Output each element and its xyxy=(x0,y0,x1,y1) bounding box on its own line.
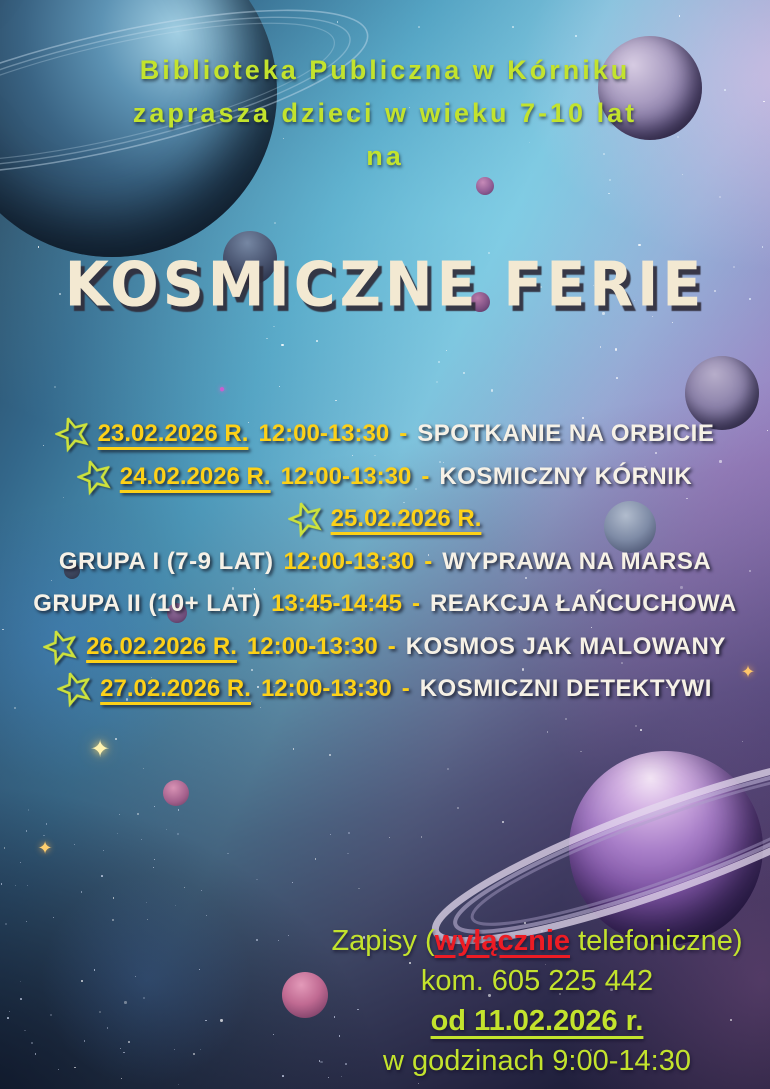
star-dot xyxy=(50,1014,52,1016)
star-dot xyxy=(175,905,176,906)
schedule-item xyxy=(0,456,770,499)
star-dot xyxy=(184,887,185,888)
star-dot xyxy=(9,1011,10,1012)
star-dot xyxy=(46,823,48,825)
star-dot xyxy=(20,998,22,1000)
star-dot xyxy=(273,1034,274,1035)
page-title: KOSMICZNE FERIE xyxy=(64,249,706,321)
star-dot xyxy=(288,935,289,936)
star-dot xyxy=(315,858,316,859)
star-dot xyxy=(389,837,390,838)
schedule-item xyxy=(0,583,770,626)
star-dot xyxy=(26,921,27,922)
event-title: REAKCJA ŁAŃCUCHOWA xyxy=(429,590,737,618)
star-dot xyxy=(316,340,318,342)
star-dot xyxy=(103,850,104,851)
star-dot xyxy=(121,1078,122,1079)
star-dot xyxy=(81,891,83,893)
star-dot xyxy=(279,386,280,387)
star-dot xyxy=(141,839,142,840)
star-dot xyxy=(147,919,148,920)
moon-small-purple xyxy=(476,177,494,195)
star-dot xyxy=(154,806,155,807)
star-dot xyxy=(463,372,464,373)
separator: - xyxy=(411,590,420,618)
star-dot xyxy=(143,997,145,999)
star-dot xyxy=(135,976,136,977)
separator: - xyxy=(399,420,408,448)
star-dot xyxy=(28,809,30,811)
star-dot xyxy=(5,923,7,925)
event-time: 12:00-13:30 xyxy=(260,675,392,703)
event-date: 24.02.2026 R. xyxy=(119,462,271,490)
star-dot xyxy=(278,940,280,942)
schedule-list xyxy=(0,413,770,711)
star-dot xyxy=(15,885,16,886)
star-dot xyxy=(282,1075,284,1077)
star-dot xyxy=(600,346,601,347)
star-dot xyxy=(512,26,514,28)
star-dot xyxy=(281,344,283,346)
star-dot xyxy=(31,1042,33,1044)
star-outline-icon xyxy=(284,498,327,541)
star-dot xyxy=(84,1040,85,1041)
star-dot xyxy=(53,917,54,918)
star-dot xyxy=(54,386,56,388)
star-dot xyxy=(35,1053,37,1055)
header-line-2: zaprasza dzieci w wieku 7-10 lat xyxy=(132,98,638,128)
star-dot xyxy=(58,1069,59,1070)
schedule-item xyxy=(0,668,770,711)
event-title: KOSMOS JAK MALOWANY xyxy=(405,632,726,660)
event-title: KOSMICZNY KÓRNIK xyxy=(439,462,693,490)
star-dot xyxy=(4,847,6,849)
star-dot xyxy=(74,844,75,845)
star-dot xyxy=(616,377,618,379)
event-date: 23.02.2026 R. xyxy=(97,420,249,448)
star-dot xyxy=(178,1084,179,1085)
star-dot xyxy=(719,196,721,198)
star-dot xyxy=(201,890,202,891)
signup-hours: w godzinach 9:00-14:30 xyxy=(383,1045,691,1077)
schedule-item xyxy=(0,541,770,584)
star-dot xyxy=(199,969,200,970)
separator: - xyxy=(424,547,433,575)
star-outline-icon xyxy=(73,455,116,498)
star-dot xyxy=(575,35,577,37)
star-dot xyxy=(137,813,139,815)
star-outline-icon xyxy=(54,668,97,711)
separator: - xyxy=(387,632,396,660)
star-dot xyxy=(146,902,147,903)
star-dot xyxy=(115,738,117,740)
star-dot xyxy=(43,835,44,836)
star-dot xyxy=(1,883,2,884)
star-dot xyxy=(273,326,274,327)
star-dot xyxy=(117,833,119,835)
star-dot xyxy=(227,853,229,855)
star-dot xyxy=(153,867,154,868)
moon-pink-left xyxy=(163,780,189,806)
star-dot xyxy=(101,875,103,877)
separator: - xyxy=(421,462,430,490)
star-dot xyxy=(446,350,447,351)
star-dot xyxy=(347,853,348,854)
separator: - xyxy=(401,675,410,703)
star-dot xyxy=(762,246,763,247)
event-title: KOSMICZNI DETEKTYWI xyxy=(419,675,712,703)
event-time: 12:00-13:30 xyxy=(258,420,390,448)
event-date: 26.02.2026 R. xyxy=(86,632,237,660)
star-dot xyxy=(119,814,121,816)
star-dot xyxy=(358,888,360,890)
star-dot xyxy=(20,862,21,863)
star-dot xyxy=(26,830,27,831)
star-dot xyxy=(679,15,680,16)
star-dot xyxy=(99,1011,101,1013)
group-label: GRUPA I (7-9 LAT) xyxy=(58,547,274,575)
star-dot xyxy=(123,1052,125,1054)
signup-info xyxy=(302,921,770,1081)
signup-highlight: wyłącznie xyxy=(434,925,571,957)
event-date: 25.02.2026 R. xyxy=(330,505,482,533)
group-label: GRUPA II (10+ LAT) xyxy=(33,590,262,618)
star-dot xyxy=(220,1019,222,1021)
star-dot xyxy=(143,768,144,769)
star-dot xyxy=(166,829,167,830)
starburst-icon: ✦ xyxy=(740,662,756,682)
star-dot xyxy=(200,1049,201,1050)
star-dot xyxy=(206,915,208,917)
star-dot xyxy=(672,322,673,323)
star-dot xyxy=(638,244,640,246)
star-dot xyxy=(113,897,115,899)
event-title: SPOTKANIE NA ORBICIE xyxy=(417,420,715,448)
star-outline-icon xyxy=(40,625,83,668)
star-dot xyxy=(491,389,493,391)
star-dot xyxy=(7,1017,9,1019)
signup-line xyxy=(302,921,770,961)
schedule-item xyxy=(0,413,770,456)
star-dot xyxy=(438,361,439,362)
event-title: WYPRAWA NA MARSA xyxy=(442,547,712,575)
star-dot xyxy=(418,1083,420,1085)
star-dot xyxy=(193,1053,194,1054)
starburst-icon: ✦ xyxy=(37,838,53,858)
star-dot xyxy=(20,981,21,982)
poster-header xyxy=(0,49,770,178)
star-dot xyxy=(178,809,179,810)
star-dot xyxy=(27,885,28,886)
star-dot xyxy=(256,939,258,941)
star-dot xyxy=(94,969,95,970)
event-time: 12:00-13:30 xyxy=(246,632,378,660)
star-dot xyxy=(177,833,179,835)
star-dot xyxy=(335,400,336,401)
event-time: 13:45-14:45 xyxy=(271,590,402,618)
star-dot xyxy=(436,381,438,383)
starburst-icon: ● xyxy=(218,384,226,395)
star-dot xyxy=(256,879,257,880)
schedule-item xyxy=(0,626,770,669)
header-line-3: na xyxy=(366,141,404,171)
star-dot xyxy=(154,859,155,860)
phone-number: kom. 605 225 442 xyxy=(420,965,654,997)
star-dot xyxy=(74,1067,75,1068)
header-line-1: Biblioteka Publiczna w Kórniku xyxy=(139,55,631,85)
star-dot xyxy=(608,193,609,194)
star-dot xyxy=(330,834,331,835)
event-time: 12:00-13:30 xyxy=(280,462,412,490)
star-dot xyxy=(293,748,294,749)
signup-suffix: telefoniczne) xyxy=(570,925,743,957)
event-date: 27.02.2026 R. xyxy=(100,675,251,703)
event-time: 12:00-13:30 xyxy=(283,547,415,575)
star-dot xyxy=(615,348,617,350)
starburst-icon: ✦ xyxy=(89,736,111,763)
star-dot xyxy=(128,1041,129,1042)
star-dot xyxy=(38,246,39,247)
star-dot xyxy=(292,882,293,883)
star-dot xyxy=(266,338,268,340)
star-dot xyxy=(112,919,114,921)
star-dot xyxy=(609,179,611,181)
star-outline-icon xyxy=(51,413,94,456)
schedule-item xyxy=(0,498,770,541)
star-dot xyxy=(24,1030,25,1031)
star-dot xyxy=(107,1027,109,1029)
signup-prefix: Zapisy ( xyxy=(331,925,435,957)
star-dot xyxy=(120,1048,121,1049)
star-dot xyxy=(348,832,350,834)
star-dot xyxy=(124,1001,126,1003)
signup-start-date: od 11.02.2026 r. xyxy=(430,1005,644,1037)
star-dot xyxy=(418,26,420,28)
star-dot xyxy=(205,1020,206,1021)
star-dot xyxy=(81,980,83,982)
star-dot xyxy=(174,1049,175,1050)
star-dot xyxy=(329,754,331,756)
